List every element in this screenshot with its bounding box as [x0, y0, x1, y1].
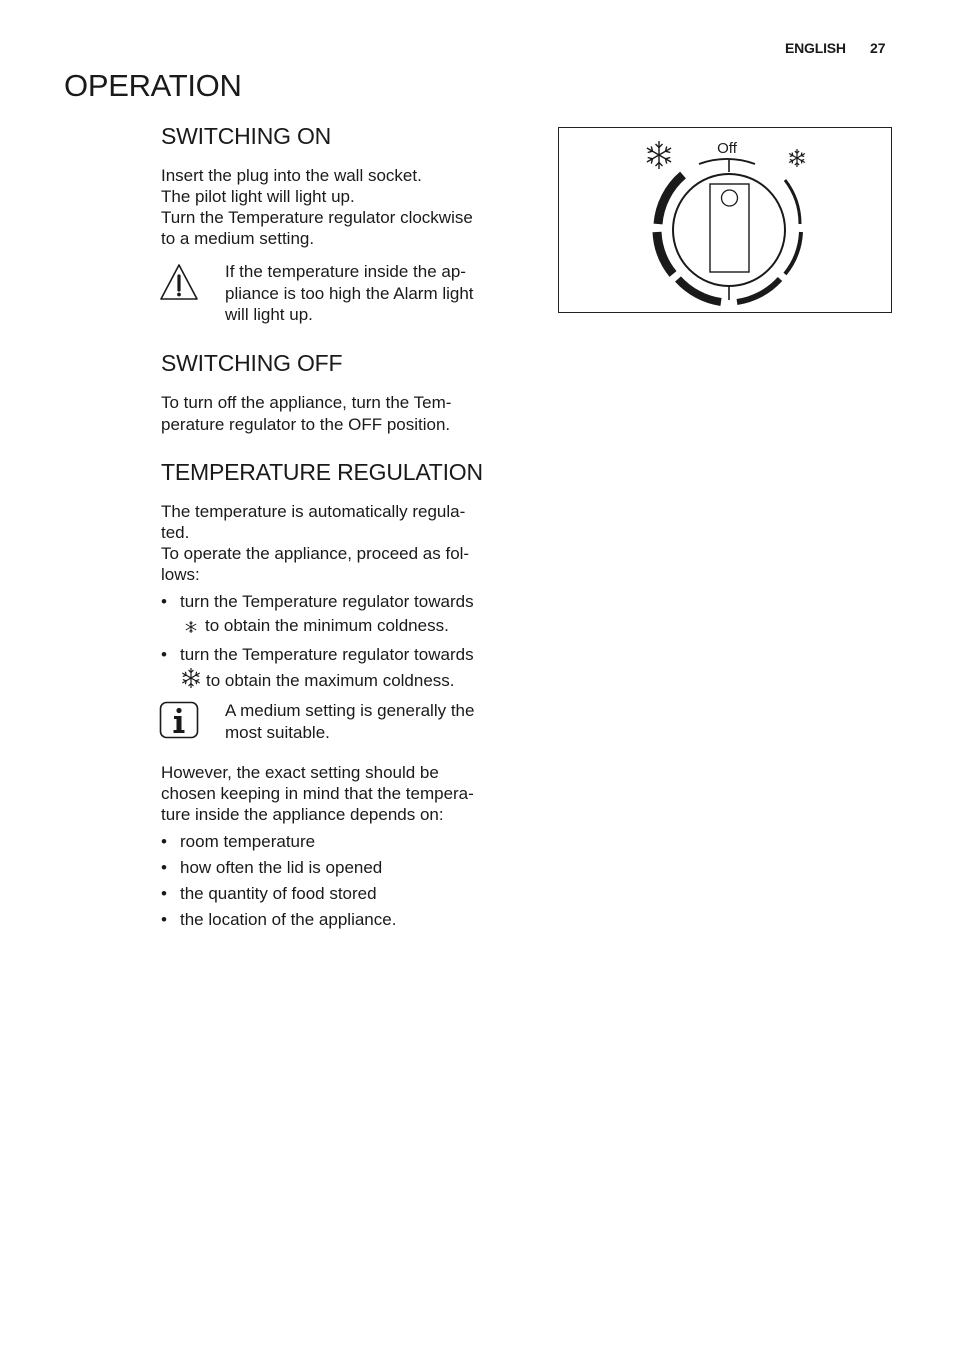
text-line: However, the exact setting should be — [161, 763, 439, 782]
pilot-light-icon — [722, 190, 738, 206]
text-line: The pilot light will light up. — [161, 187, 355, 206]
section-heading-switching-on: SWITCHING ON — [161, 123, 332, 149]
list-item: • how often the lid is opened — [161, 858, 383, 877]
factors-list — [161, 831, 521, 935]
text-line: to obtain the minimum coldness. — [205, 616, 449, 635]
text-line: Insert the plug into the wall socket. — [161, 166, 422, 185]
warning-note-text — [225, 261, 515, 326]
text-line: to obtain the maximum coldness. — [206, 671, 455, 690]
temperature-regulator-figure — [558, 127, 892, 313]
switching-on-text — [161, 165, 521, 249]
text-line: most suitable. — [225, 722, 330, 742]
large-snowflake-icon — [180, 667, 202, 694]
info-icon — [159, 701, 199, 739]
text-line: The temperature is automatically regula- — [161, 502, 466, 521]
header-language: ENGLISH — [785, 40, 846, 56]
list-item: • the quantity of food stored — [161, 884, 377, 903]
warning-triangle-icon — [158, 262, 200, 302]
section-heading-temperature-regulation: TEMPERATURE REGULATION — [161, 459, 483, 485]
off-label: Off — [717, 140, 737, 157]
page-title: OPERATION — [64, 68, 242, 103]
text-line: to a medium setting. — [161, 229, 315, 248]
text-line: ture inside the appliance depends on: — [161, 805, 444, 824]
text-line: ted. — [161, 523, 190, 542]
text-line: lows: — [161, 565, 200, 584]
text-line: chosen keeping in mind that the tempera- — [161, 784, 474, 803]
list-item: • turn the Temperature regulator towards to obtain the maximum coldness. — [161, 644, 521, 694]
temperature-intro-text — [161, 501, 521, 585]
text-line: turn the Temperature regulator towards — [180, 592, 474, 611]
text-line: To turn off the appliance, turn the Tem- — [161, 393, 452, 412]
large-snowflake-icon — [647, 141, 671, 169]
regulator-dial-illustration — [559, 128, 893, 314]
text-line: pliance is too high the Alarm light — [225, 283, 474, 303]
page-number: 27 — [870, 40, 886, 56]
text-line: A medium setting is generally the — [225, 701, 475, 720]
text-line: Turn the Temperature regulator clockwise — [161, 208, 473, 227]
info-note-text — [225, 700, 515, 743]
list-item: • room temperature — [161, 832, 316, 851]
list-item: • the location of the appliance. — [161, 910, 397, 929]
text-line: If the temperature inside the ap- — [225, 262, 466, 281]
text-line: will light up. — [225, 305, 313, 324]
switching-off-text — [161, 392, 521, 436]
text-line: To operate the appliance, proceed as fol- — [161, 544, 470, 563]
small-snowflake-icon — [184, 618, 198, 639]
coldness-bullets — [161, 591, 521, 699]
text-line: turn the Temperature regulator towards — [180, 645, 474, 664]
small-snowflake-icon — [789, 149, 805, 167]
text-line: perature regulator to the OFF position. — [161, 415, 451, 434]
however-text — [161, 762, 521, 825]
section-heading-switching-off: SWITCHING OFF — [161, 350, 343, 376]
list-item: • turn the Temperature regulator towards to obtain the minimum coldness. — [161, 591, 521, 639]
